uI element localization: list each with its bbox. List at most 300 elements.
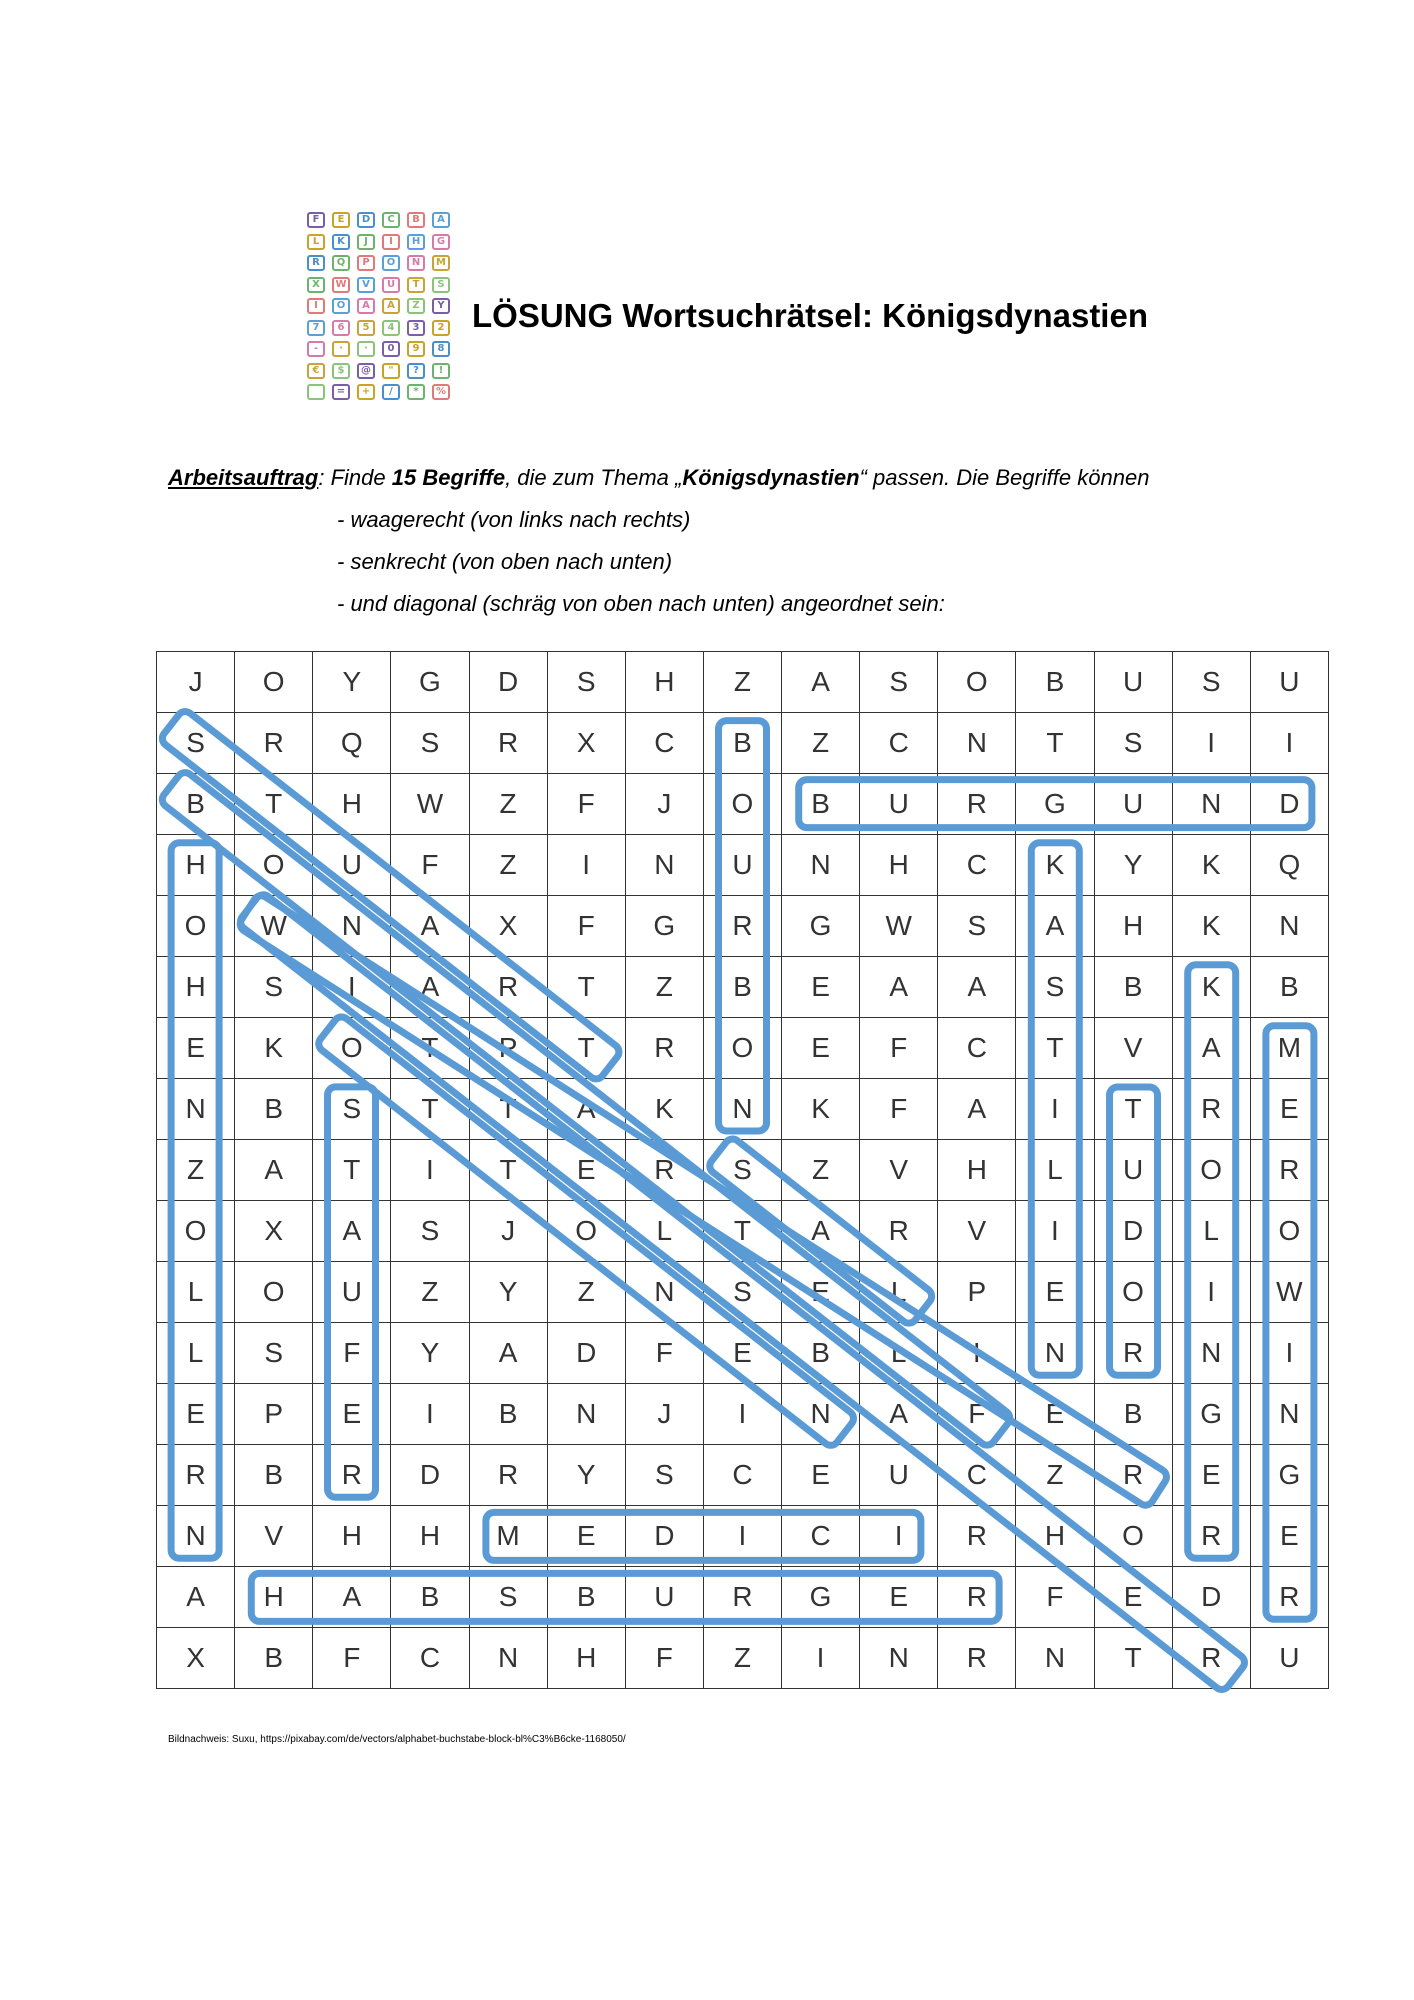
grid-cell: Z	[703, 1628, 781, 1689]
grid-cell: G	[782, 1567, 860, 1628]
grid-cell: A	[782, 652, 860, 713]
grid-cell: R	[938, 1506, 1016, 1567]
grid-cell: O	[313, 1018, 391, 1079]
grid-cell: R	[938, 774, 1016, 835]
grid-row	[157, 1018, 1329, 1079]
grid-cell: H	[547, 1628, 625, 1689]
grid-cell: S	[547, 652, 625, 713]
grid-cell: T	[469, 1079, 547, 1140]
grid-cell: O	[1094, 1506, 1172, 1567]
grid-row	[157, 713, 1329, 774]
grid-cell: F	[938, 1384, 1016, 1445]
grid-cell: B	[547, 1567, 625, 1628]
grid-cell: C	[782, 1506, 860, 1567]
grid-cell: F	[313, 1628, 391, 1689]
logo-block: ·	[332, 341, 350, 357]
grid-cell: J	[157, 652, 235, 713]
grid-cell: H	[157, 835, 235, 896]
grid-cell: U	[1250, 652, 1328, 713]
grid-cell: I	[547, 835, 625, 896]
task-line-vertical: - senkrecht (von oben nach unten)	[337, 549, 673, 574]
logo-block: J	[357, 234, 375, 250]
grid-cell: S	[1172, 652, 1250, 713]
grid-cell: G	[391, 652, 469, 713]
grid-cell: R	[157, 1445, 235, 1506]
logo-block: F	[307, 212, 325, 228]
grid-cell: R	[938, 1567, 1016, 1628]
grid-cell: I	[1172, 1262, 1250, 1323]
grid-cell: R	[1094, 1323, 1172, 1384]
grid-cell: K	[782, 1079, 860, 1140]
grid-cell: K	[625, 1079, 703, 1140]
grid-cell: A	[938, 957, 1016, 1018]
logo-block: 0	[382, 341, 400, 357]
logo-block: E	[332, 212, 350, 228]
logo-block: 4	[382, 320, 400, 336]
grid-cell: Z	[391, 1262, 469, 1323]
logo-block: €	[307, 363, 325, 379]
grid-cell: T	[1016, 1018, 1094, 1079]
task-instruction	[168, 465, 1149, 491]
grid-cell: A	[391, 896, 469, 957]
grid-cell: N	[1250, 896, 1328, 957]
logo-block: Q	[332, 255, 350, 271]
grid-cell: U	[625, 1567, 703, 1628]
grid-cell: X	[469, 896, 547, 957]
grid-cell: T	[1094, 1628, 1172, 1689]
grid-cell: U	[1250, 1628, 1328, 1689]
grid-cell: X	[235, 1201, 313, 1262]
grid-cell: N	[547, 1384, 625, 1445]
grid-cell: B	[1250, 957, 1328, 1018]
grid-cell: E	[782, 1262, 860, 1323]
grid-cell: I	[1250, 1323, 1328, 1384]
grid-cell: E	[547, 1140, 625, 1201]
grid-cell: B	[1094, 957, 1172, 1018]
grid-row	[157, 1201, 1329, 1262]
grid-cell: A	[469, 1323, 547, 1384]
logo-block: /	[382, 384, 400, 400]
grid-cell: U	[1094, 652, 1172, 713]
grid-cell: K	[1172, 835, 1250, 896]
grid-cell: U	[860, 774, 938, 835]
grid-cell: E	[782, 1018, 860, 1079]
grid-cell: R	[1172, 1079, 1250, 1140]
grid-cell: A	[860, 1384, 938, 1445]
grid-cell: O	[235, 652, 313, 713]
grid-cell: B	[235, 1445, 313, 1506]
grid-cell: S	[625, 1445, 703, 1506]
grid-cell: Z	[782, 1140, 860, 1201]
grid-cell: E	[860, 1567, 938, 1628]
grid-cell: K	[235, 1018, 313, 1079]
grid-cell: W	[860, 896, 938, 957]
grid-cell: E	[1250, 1506, 1328, 1567]
grid-cell: C	[703, 1445, 781, 1506]
grid-cell: E	[782, 1445, 860, 1506]
grid-row	[157, 1079, 1329, 1140]
grid-cell: N	[782, 835, 860, 896]
grid-cell: Z	[547, 1262, 625, 1323]
grid-cell: D	[625, 1506, 703, 1567]
grid-cell: A	[313, 1201, 391, 1262]
grid-cell: K	[1016, 835, 1094, 896]
logo-block: 9	[407, 341, 425, 357]
logo-block: V	[357, 277, 375, 293]
grid-cell: T	[703, 1201, 781, 1262]
grid-cell: B	[235, 1079, 313, 1140]
logo-block: $	[332, 363, 350, 379]
logo-block: Y	[432, 298, 450, 314]
grid-cell: P	[235, 1384, 313, 1445]
grid-cell: H	[1094, 896, 1172, 957]
grid-cell: N	[1172, 1323, 1250, 1384]
grid-cell: R	[1250, 1140, 1328, 1201]
grid-cell: L	[1172, 1201, 1250, 1262]
grid-cell: N	[469, 1628, 547, 1689]
grid-cell: L	[157, 1262, 235, 1323]
logo-block: 3	[407, 320, 425, 336]
task-topic: Königsdynastien	[682, 465, 860, 490]
logo-block: D	[357, 212, 375, 228]
logo-block: H	[407, 234, 425, 250]
grid-cell: N	[625, 1262, 703, 1323]
page-title: LÖSUNG Wortsuchrätsel: Königsdynastien	[472, 297, 1148, 334]
grid-cell: J	[625, 774, 703, 835]
grid-cell: O	[1172, 1140, 1250, 1201]
grid-cell: R	[313, 1445, 391, 1506]
grid-cell: C	[625, 713, 703, 774]
grid-cell: H	[938, 1140, 1016, 1201]
grid-cell: S	[235, 957, 313, 1018]
grid-cell: W	[1250, 1262, 1328, 1323]
task-line-diagonal: - und diagonal (schräg von oben nach unten) angeordnet sein:	[337, 591, 945, 616]
grid-cell: C	[938, 1445, 1016, 1506]
grid-cell: U	[703, 835, 781, 896]
grid-cell: Q	[313, 713, 391, 774]
grid-cell: D	[1094, 1201, 1172, 1262]
grid-cell: I	[1172, 713, 1250, 774]
grid-cell: R	[235, 713, 313, 774]
grid-cell: Z	[625, 957, 703, 1018]
grid-cell: S	[469, 1567, 547, 1628]
logo-block: +	[357, 384, 375, 400]
grid-cell: I	[703, 1384, 781, 1445]
logo-block	[307, 384, 325, 400]
logo-block: @	[357, 363, 375, 379]
grid-cell: H	[860, 835, 938, 896]
grid-cell: L	[625, 1201, 703, 1262]
logo-block: ?	[407, 363, 425, 379]
grid-cell: Q	[1250, 835, 1328, 896]
alphabet-blocks-logo	[307, 212, 457, 406]
logo-block: X	[307, 277, 325, 293]
grid-cell: G	[625, 896, 703, 957]
grid-cell: S	[391, 1201, 469, 1262]
grid-cell: I	[313, 957, 391, 1018]
grid-cell: A	[1172, 1018, 1250, 1079]
grid-cell: Z	[469, 835, 547, 896]
grid-cell: A	[547, 1079, 625, 1140]
grid-cell: R	[469, 1445, 547, 1506]
grid-cell: S	[313, 1079, 391, 1140]
grid-cell: B	[782, 1323, 860, 1384]
grid-cell: N	[703, 1079, 781, 1140]
grid-cell: R	[625, 1140, 703, 1201]
grid-cell: F	[860, 1079, 938, 1140]
grid-cell: P	[469, 1018, 547, 1079]
grid-cell: R	[703, 1567, 781, 1628]
logo-block: Ö	[332, 298, 350, 314]
logo-block: S	[432, 277, 450, 293]
grid-cell: F	[625, 1323, 703, 1384]
grid-row	[157, 957, 1329, 1018]
task-count: 15 Begriffe	[391, 465, 506, 490]
grid-cell: N	[313, 896, 391, 957]
grid-row	[157, 1140, 1329, 1201]
logo-block: 5	[357, 320, 375, 336]
grid-cell: K	[1172, 896, 1250, 957]
grid-cell: L	[860, 1323, 938, 1384]
grid-cell: E	[1016, 1262, 1094, 1323]
grid-cell: G	[782, 896, 860, 957]
logo-block: A	[432, 212, 450, 228]
grid-cell: B	[1094, 1384, 1172, 1445]
grid-cell: I	[391, 1384, 469, 1445]
grid-cell: D	[1250, 774, 1328, 835]
grid-cell: I	[703, 1506, 781, 1567]
grid-cell: C	[391, 1628, 469, 1689]
grid-cell: N	[1250, 1384, 1328, 1445]
grid-cell: D	[1172, 1567, 1250, 1628]
logo-block: =	[332, 384, 350, 400]
grid-cell: S	[703, 1140, 781, 1201]
grid-cell: B	[782, 774, 860, 835]
grid-cell: R	[938, 1628, 1016, 1689]
grid-cell: O	[1094, 1262, 1172, 1323]
grid-cell: R	[1094, 1445, 1172, 1506]
logo-block: P	[357, 255, 375, 271]
grid-cell: I	[938, 1323, 1016, 1384]
task-text-1: Finde	[324, 465, 392, 490]
grid-row	[157, 774, 1329, 835]
grid-cell: M	[1250, 1018, 1328, 1079]
grid-cell: E	[1016, 1384, 1094, 1445]
grid-cell: H	[235, 1567, 313, 1628]
logo-block: Á	[382, 298, 400, 314]
grid-row	[157, 1628, 1329, 1689]
grid-cell: Z	[782, 713, 860, 774]
logo-block: "	[382, 363, 400, 379]
grid-cell: T	[391, 1079, 469, 1140]
grid-row	[157, 1262, 1329, 1323]
logo-block: 6	[332, 320, 350, 336]
grid-cell: U	[1094, 774, 1172, 835]
grid-cell: R	[703, 896, 781, 957]
grid-cell: M	[469, 1506, 547, 1567]
grid-cell: S	[938, 896, 1016, 957]
logo-block: !	[432, 363, 450, 379]
grid-cell: B	[703, 713, 781, 774]
logo-block: R	[307, 255, 325, 271]
grid-cell: U	[860, 1445, 938, 1506]
grid-cell: O	[157, 896, 235, 957]
grid-cell: O	[938, 652, 1016, 713]
grid-cell: H	[391, 1506, 469, 1567]
grid-cell: G	[1172, 1384, 1250, 1445]
grid-cell: D	[469, 652, 547, 713]
logo-block: M	[432, 255, 450, 271]
grid-cell: E	[1172, 1445, 1250, 1506]
grid-cell: C	[938, 835, 1016, 896]
word-search-grid	[156, 651, 1329, 1689]
grid-cell: B	[703, 957, 781, 1018]
grid-cell: A	[391, 957, 469, 1018]
grid-cell: S	[703, 1262, 781, 1323]
grid-cell: F	[547, 774, 625, 835]
grid-cell: A	[1016, 896, 1094, 957]
grid-cell: S	[157, 713, 235, 774]
grid-cell: U	[313, 1262, 391, 1323]
grid-cell: Y	[469, 1262, 547, 1323]
grid-cell: V	[938, 1201, 1016, 1262]
task-colon: :	[318, 465, 325, 490]
logo-block: O	[382, 255, 400, 271]
grid-cell: T	[313, 1140, 391, 1201]
grid-cell: F	[860, 1018, 938, 1079]
grid-cell: W	[235, 896, 313, 957]
letter-table	[156, 651, 1329, 1689]
logo-block: G	[432, 234, 450, 250]
grid-cell: G	[1016, 774, 1094, 835]
grid-cell: T	[235, 774, 313, 835]
grid-cell: B	[1016, 652, 1094, 713]
grid-cell: I	[1250, 713, 1328, 774]
grid-cell: O	[157, 1201, 235, 1262]
grid-cell: H	[313, 1506, 391, 1567]
grid-row	[157, 1384, 1329, 1445]
grid-cell: H	[1016, 1506, 1094, 1567]
grid-cell: T	[547, 1018, 625, 1079]
grid-cell: Z	[157, 1140, 235, 1201]
grid-cell: O	[1250, 1201, 1328, 1262]
logo-block: 8	[432, 341, 450, 357]
grid-cell: Z	[703, 652, 781, 713]
grid-cell: E	[782, 957, 860, 1018]
grid-cell: V	[235, 1506, 313, 1567]
grid-cell: N	[1172, 774, 1250, 835]
grid-cell: B	[469, 1384, 547, 1445]
grid-cell: S	[1094, 713, 1172, 774]
grid-cell: R	[1172, 1506, 1250, 1567]
grid-cell: T	[1016, 713, 1094, 774]
grid-cell: X	[157, 1628, 235, 1689]
grid-cell: N	[782, 1384, 860, 1445]
grid-cell: R	[469, 713, 547, 774]
grid-cell: Y	[547, 1445, 625, 1506]
grid-cell: H	[313, 774, 391, 835]
grid-cell: C	[938, 1018, 1016, 1079]
grid-cell: B	[391, 1567, 469, 1628]
grid-cell: U	[1094, 1140, 1172, 1201]
grid-cell: F	[313, 1323, 391, 1384]
grid-row	[157, 1323, 1329, 1384]
grid-cell: I	[782, 1628, 860, 1689]
grid-cell: E	[1094, 1567, 1172, 1628]
grid-cell: L	[157, 1323, 235, 1384]
grid-row	[157, 835, 1329, 896]
grid-cell: S	[860, 652, 938, 713]
grid-cell: F	[547, 896, 625, 957]
grid-cell: R	[625, 1018, 703, 1079]
grid-cell: I	[391, 1140, 469, 1201]
logo-block: K	[332, 234, 350, 250]
logo-block: I	[382, 234, 400, 250]
logo-block: I	[307, 298, 325, 314]
grid-cell: J	[625, 1384, 703, 1445]
grid-cell: H	[157, 957, 235, 1018]
grid-cell: S	[235, 1323, 313, 1384]
grid-cell: E	[547, 1506, 625, 1567]
logo-block: -	[307, 341, 325, 357]
grid-cell: N	[1016, 1628, 1094, 1689]
grid-cell: T	[391, 1018, 469, 1079]
grid-row	[157, 1445, 1329, 1506]
grid-cell: E	[157, 1384, 235, 1445]
task-text-3: “ passen. Die Begriffe können	[859, 465, 1150, 490]
grid-cell: A	[782, 1201, 860, 1262]
grid-cell: G	[1250, 1445, 1328, 1506]
grid-cell: V	[1094, 1018, 1172, 1079]
grid-row	[157, 1567, 1329, 1628]
grid-cell: S	[1016, 957, 1094, 1018]
grid-cell: T	[1094, 1079, 1172, 1140]
grid-cell: N	[860, 1628, 938, 1689]
grid-cell: E	[157, 1018, 235, 1079]
grid-row	[157, 896, 1329, 957]
task-text-2: , die zum Thema „	[505, 465, 683, 490]
logo-block: N	[407, 255, 425, 271]
grid-cell: A	[157, 1567, 235, 1628]
grid-cell: D	[547, 1323, 625, 1384]
image-credit: Bildnachweis: Suxu, https://pixabay.com/de/vectors/alphabet-buchstabe-block-bl%C3%B6cke-1168050/	[168, 1734, 626, 1745]
logo-block: %	[432, 384, 450, 400]
grid-cell: U	[313, 835, 391, 896]
logo-block: 7	[307, 320, 325, 336]
task-label: Arbeitsauftrag	[168, 465, 319, 490]
logo-block: L	[307, 234, 325, 250]
logo-block: *	[407, 384, 425, 400]
grid-cell: P	[938, 1262, 1016, 1323]
grid-cell: A	[313, 1567, 391, 1628]
grid-cell: E	[313, 1384, 391, 1445]
grid-cell: N	[1016, 1323, 1094, 1384]
grid-cell: O	[547, 1201, 625, 1262]
grid-cell: A	[235, 1140, 313, 1201]
grid-cell: R	[1250, 1567, 1328, 1628]
grid-cell: R	[860, 1201, 938, 1262]
grid-cell: T	[469, 1140, 547, 1201]
grid-cell: E	[703, 1323, 781, 1384]
grid-cell: H	[625, 652, 703, 713]
grid-cell: F	[391, 835, 469, 896]
grid-cell: I	[1016, 1201, 1094, 1262]
grid-cell: N	[157, 1079, 235, 1140]
grid-cell: R	[1172, 1628, 1250, 1689]
grid-cell: T	[547, 957, 625, 1018]
logo-block: B	[407, 212, 425, 228]
grid-cell: N	[157, 1506, 235, 1567]
